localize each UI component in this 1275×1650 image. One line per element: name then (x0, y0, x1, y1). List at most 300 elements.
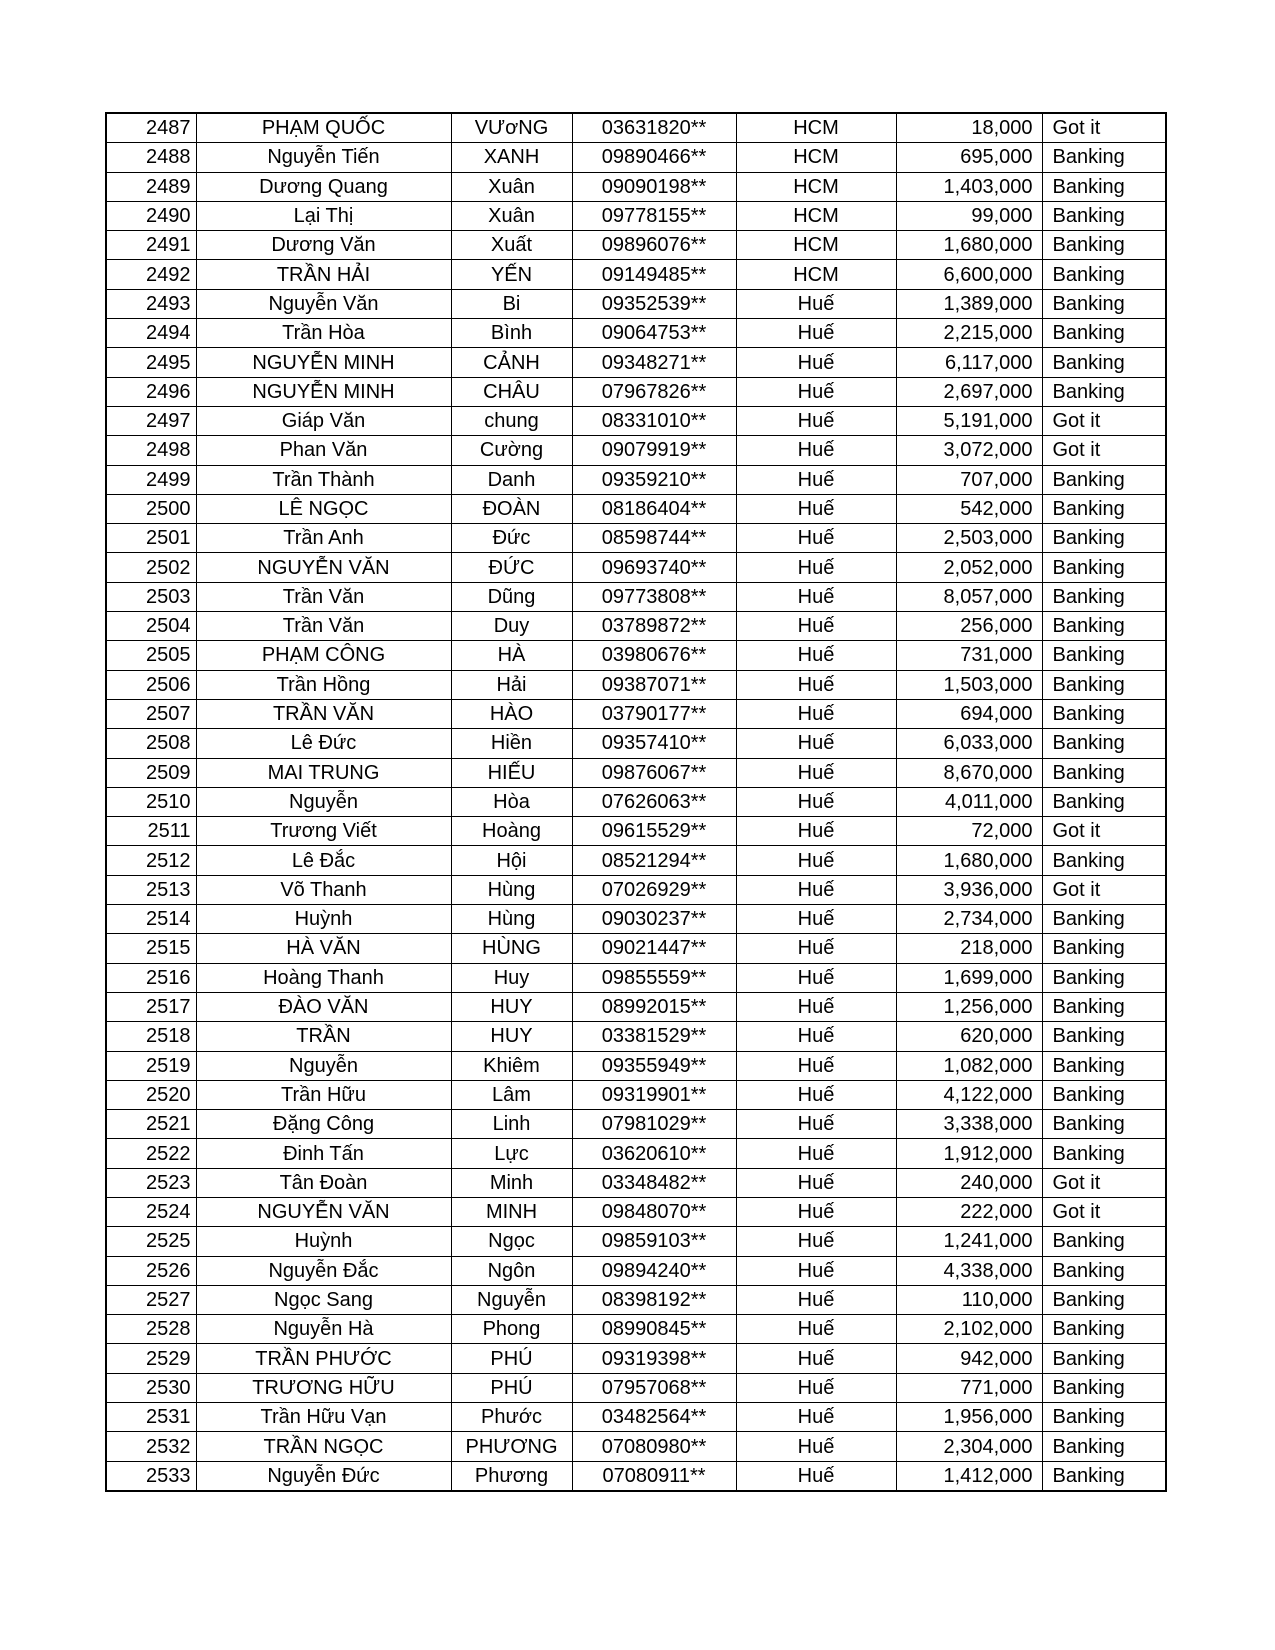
amount-cell: 240,000 (896, 1168, 1042, 1197)
row-number-cell: 2520 (106, 1080, 196, 1109)
last-name-cell: PHÚ (451, 1373, 572, 1402)
last-name-cell: YẾN (451, 260, 572, 289)
table-row (106, 1403, 1166, 1432)
amount-cell: 6,033,000 (896, 729, 1042, 758)
first-name-cell: Nguyễn Đức (196, 1461, 451, 1491)
amount-cell: 1,256,000 (896, 992, 1042, 1021)
table-row (106, 494, 1166, 523)
first-name-cell: Giáp Văn (196, 406, 451, 435)
row-number-cell: 2527 (106, 1285, 196, 1314)
first-name-cell: Trần Hồng (196, 670, 451, 699)
last-name-cell: Xuân (451, 201, 572, 230)
amount-cell: 8,670,000 (896, 758, 1042, 787)
row-number-cell: 2529 (106, 1344, 196, 1373)
phone-cell: 09387071** (572, 670, 736, 699)
amount-cell: 222,000 (896, 1197, 1042, 1226)
method-cell: Banking (1042, 729, 1166, 758)
last-name-cell: Nguyễn (451, 1285, 572, 1314)
phone-cell: 08990845** (572, 1315, 736, 1344)
city-cell: HCM (736, 231, 896, 260)
method-cell: Banking (1042, 787, 1166, 816)
last-name-cell: Hội (451, 846, 572, 875)
method-cell: Banking (1042, 699, 1166, 728)
amount-cell: 1,680,000 (896, 231, 1042, 260)
row-number-cell: 2494 (106, 319, 196, 348)
first-name-cell: Phan Văn (196, 436, 451, 465)
last-name-cell: CẢNH (451, 348, 572, 377)
amount-cell: 1,680,000 (896, 846, 1042, 875)
last-name-cell: Hải (451, 670, 572, 699)
phone-cell: 07957068** (572, 1373, 736, 1402)
last-name-cell: Minh (451, 1168, 572, 1197)
last-name-cell: Linh (451, 1110, 572, 1139)
last-name-cell: HUY (451, 992, 572, 1021)
table-row (106, 1285, 1166, 1314)
city-cell: Huế (736, 1168, 896, 1197)
amount-cell: 2,215,000 (896, 319, 1042, 348)
table-row (106, 1051, 1166, 1080)
row-number-cell: 2519 (106, 1051, 196, 1080)
last-name-cell: Hiền (451, 729, 572, 758)
row-number-cell: 2488 (106, 143, 196, 172)
phone-cell: 08992015** (572, 992, 736, 1021)
method-cell: Banking (1042, 641, 1166, 670)
first-name-cell: Nguyễn (196, 787, 451, 816)
amount-cell: 2,503,000 (896, 524, 1042, 553)
row-number-cell: 2513 (106, 875, 196, 904)
amount-cell: 18,000 (896, 113, 1042, 143)
amount-cell: 1,912,000 (896, 1139, 1042, 1168)
table-row (106, 231, 1166, 260)
last-name-cell: Ngọc (451, 1227, 572, 1256)
city-cell: Huế (736, 699, 896, 728)
phone-cell: 09348271** (572, 348, 736, 377)
amount-cell: 1,412,000 (896, 1461, 1042, 1491)
last-name-cell: Lực (451, 1139, 572, 1168)
first-name-cell: TRƯƠNG HỮU (196, 1373, 451, 1402)
row-number-cell: 2510 (106, 787, 196, 816)
first-name-cell: ĐÀO VĂN (196, 992, 451, 1021)
row-number-cell: 2497 (106, 406, 196, 435)
amount-cell: 1,403,000 (896, 172, 1042, 201)
phone-cell: 09876067** (572, 758, 736, 787)
table-row (106, 1080, 1166, 1109)
city-cell: Huế (736, 1344, 896, 1373)
phone-cell: 09021447** (572, 934, 736, 963)
first-name-cell: Trần Hòa (196, 319, 451, 348)
city-cell: Huế (736, 1285, 896, 1314)
table-row (106, 524, 1166, 553)
city-cell: Huế (736, 1227, 896, 1256)
method-cell: Banking (1042, 1051, 1166, 1080)
amount-cell: 5,191,000 (896, 406, 1042, 435)
phone-cell: 03482564** (572, 1403, 736, 1432)
row-number-cell: 2522 (106, 1139, 196, 1168)
first-name-cell: Võ Thanh (196, 875, 451, 904)
method-cell: Banking (1042, 846, 1166, 875)
first-name-cell: Nguyễn Đắc (196, 1256, 451, 1285)
first-name-cell: NGUYỄN VĂN (196, 1197, 451, 1226)
row-number-cell: 2493 (106, 289, 196, 318)
table-row (106, 406, 1166, 435)
first-name-cell: Ngọc Sang (196, 1285, 451, 1314)
phone-cell: 03348482** (572, 1168, 736, 1197)
last-name-cell: Ngôn (451, 1256, 572, 1285)
city-cell: Huế (736, 875, 896, 904)
amount-cell: 2,304,000 (896, 1432, 1042, 1461)
row-number-cell: 2509 (106, 758, 196, 787)
phone-cell: 03631820** (572, 113, 736, 143)
row-number-cell: 2501 (106, 524, 196, 553)
row-number-cell: 2515 (106, 934, 196, 963)
first-name-cell: Huỳnh (196, 905, 451, 934)
first-name-cell: Trần Văn (196, 582, 451, 611)
last-name-cell: Phong (451, 1315, 572, 1344)
phone-cell: 03980676** (572, 641, 736, 670)
table-row (106, 1168, 1166, 1197)
table-row (106, 699, 1166, 728)
method-cell: Banking (1042, 992, 1166, 1021)
amount-cell: 6,117,000 (896, 348, 1042, 377)
row-number-cell: 2516 (106, 963, 196, 992)
last-name-cell: chung (451, 406, 572, 435)
table-row (106, 846, 1166, 875)
first-name-cell: Tân Đoàn (196, 1168, 451, 1197)
city-cell: Huế (736, 1432, 896, 1461)
method-cell: Banking (1042, 1432, 1166, 1461)
row-number-cell: 2506 (106, 670, 196, 699)
phone-cell: 07981029** (572, 1110, 736, 1139)
amount-cell: 3,072,000 (896, 436, 1042, 465)
row-number-cell: 2508 (106, 729, 196, 758)
phone-cell: 09030237** (572, 905, 736, 934)
last-name-cell: Dũng (451, 582, 572, 611)
method-cell: Banking (1042, 1227, 1166, 1256)
method-cell: Banking (1042, 905, 1166, 934)
city-cell: Huế (736, 1022, 896, 1051)
table-row (106, 934, 1166, 963)
table-row (106, 582, 1166, 611)
table-row (106, 1256, 1166, 1285)
row-number-cell: 2507 (106, 699, 196, 728)
amount-cell: 2,102,000 (896, 1315, 1042, 1344)
method-cell: Banking (1042, 143, 1166, 172)
city-cell: Huế (736, 319, 896, 348)
row-number-cell: 2505 (106, 641, 196, 670)
row-number-cell: 2524 (106, 1197, 196, 1226)
method-cell: Banking (1042, 1461, 1166, 1491)
last-name-cell: HUY (451, 1022, 572, 1051)
last-name-cell: Bi (451, 289, 572, 318)
last-name-cell: Xuân (451, 172, 572, 201)
table-row (106, 348, 1166, 377)
phone-cell: 08186404** (572, 494, 736, 523)
method-cell: Banking (1042, 231, 1166, 260)
table-row (106, 289, 1166, 318)
city-cell: HCM (736, 260, 896, 289)
payout-table (105, 112, 1167, 1492)
table-row (106, 436, 1166, 465)
phone-cell: 09319901** (572, 1080, 736, 1109)
method-cell: Banking (1042, 1139, 1166, 1168)
phone-cell: 09778155** (572, 201, 736, 230)
method-cell: Banking (1042, 172, 1166, 201)
last-name-cell: VƯơNG (451, 113, 572, 143)
table-row (106, 1432, 1166, 1461)
method-cell: Banking (1042, 934, 1166, 963)
first-name-cell: TRẦN VĂN (196, 699, 451, 728)
first-name-cell: TRẦN (196, 1022, 451, 1051)
table-row (106, 1197, 1166, 1226)
first-name-cell: Huỳnh (196, 1227, 451, 1256)
first-name-cell: Đặng Công (196, 1110, 451, 1139)
method-cell: Banking (1042, 289, 1166, 318)
phone-cell: 09079919** (572, 436, 736, 465)
amount-cell: 4,011,000 (896, 787, 1042, 816)
city-cell: Huế (736, 612, 896, 641)
table-row (106, 612, 1166, 641)
city-cell: Huế (736, 582, 896, 611)
last-name-cell: Hoàng (451, 817, 572, 846)
first-name-cell: TRẦN NGỌC (196, 1432, 451, 1461)
method-cell: Banking (1042, 670, 1166, 699)
method-cell: Banking (1042, 612, 1166, 641)
city-cell: Huế (736, 1373, 896, 1402)
method-cell: Banking (1042, 1315, 1166, 1344)
method-cell: Got it (1042, 1168, 1166, 1197)
city-cell: Huế (736, 1403, 896, 1432)
last-name-cell: Phước (451, 1403, 572, 1432)
first-name-cell: Nguyễn Văn (196, 289, 451, 318)
row-number-cell: 2502 (106, 553, 196, 582)
first-name-cell: Trần Thành (196, 465, 451, 494)
row-number-cell: 2496 (106, 377, 196, 406)
last-name-cell: Danh (451, 465, 572, 494)
city-cell: Huế (736, 1139, 896, 1168)
table-row (106, 465, 1166, 494)
table-row (106, 260, 1166, 289)
phone-cell: 09357410** (572, 729, 736, 758)
first-name-cell: Dương Quang (196, 172, 451, 201)
first-name-cell: NGUYỄN VĂN (196, 553, 451, 582)
row-number-cell: 2532 (106, 1432, 196, 1461)
amount-cell: 771,000 (896, 1373, 1042, 1402)
table-row (106, 758, 1166, 787)
phone-cell: 09355949** (572, 1051, 736, 1080)
phone-cell: 09615529** (572, 817, 736, 846)
amount-cell: 1,241,000 (896, 1227, 1042, 1256)
first-name-cell: NGUYỄN MINH (196, 348, 451, 377)
method-cell: Banking (1042, 348, 1166, 377)
table-row (106, 143, 1166, 172)
method-cell: Banking (1042, 201, 1166, 230)
phone-cell: 08598744** (572, 524, 736, 553)
method-cell: Banking (1042, 553, 1166, 582)
last-name-cell: Hòa (451, 787, 572, 816)
phone-cell: 09859103** (572, 1227, 736, 1256)
table-body (106, 113, 1166, 1491)
city-cell: Huế (736, 553, 896, 582)
table-row (106, 1461, 1166, 1491)
row-number-cell: 2525 (106, 1227, 196, 1256)
first-name-cell: Trần Anh (196, 524, 451, 553)
method-cell: Got it (1042, 406, 1166, 435)
method-cell: Banking (1042, 1080, 1166, 1109)
last-name-cell: HÙNG (451, 934, 572, 963)
city-cell: Huế (736, 1051, 896, 1080)
first-name-cell: PHẠM CÔNG (196, 641, 451, 670)
method-cell: Banking (1042, 319, 1166, 348)
amount-cell: 2,052,000 (896, 553, 1042, 582)
last-name-cell: PHƯƠNG (451, 1432, 572, 1461)
table-row (106, 1315, 1166, 1344)
city-cell: Huế (736, 787, 896, 816)
row-number-cell: 2492 (106, 260, 196, 289)
amount-cell: 4,122,000 (896, 1080, 1042, 1109)
phone-cell: 09773808** (572, 582, 736, 611)
row-number-cell: 2499 (106, 465, 196, 494)
city-cell: Huế (736, 1256, 896, 1285)
city-cell: Huế (736, 641, 896, 670)
last-name-cell: Huy (451, 963, 572, 992)
amount-cell: 6,600,000 (896, 260, 1042, 289)
amount-cell: 4,338,000 (896, 1256, 1042, 1285)
city-cell: Huế (736, 1110, 896, 1139)
row-number-cell: 2500 (106, 494, 196, 523)
city-cell: Huế (736, 905, 896, 934)
amount-cell: 3,936,000 (896, 875, 1042, 904)
amount-cell: 3,338,000 (896, 1110, 1042, 1139)
city-cell: Huế (736, 1461, 896, 1491)
row-number-cell: 2490 (106, 201, 196, 230)
amount-cell: 2,734,000 (896, 905, 1042, 934)
row-number-cell: 2533 (106, 1461, 196, 1491)
row-number-cell: 2521 (106, 1110, 196, 1139)
method-cell: Got it (1042, 113, 1166, 143)
first-name-cell: Hoàng Thanh (196, 963, 451, 992)
row-number-cell: 2517 (106, 992, 196, 1021)
last-name-cell: Cường (451, 436, 572, 465)
first-name-cell: TRẦN PHƯỚC (196, 1344, 451, 1373)
method-cell: Banking (1042, 494, 1166, 523)
city-cell: Huế (736, 1197, 896, 1226)
table-row (106, 1344, 1166, 1373)
table-row (106, 641, 1166, 670)
first-name-cell: NGUYỄN MINH (196, 377, 451, 406)
amount-cell: 1,389,000 (896, 289, 1042, 318)
phone-cell: 07080911** (572, 1461, 736, 1491)
method-cell: Banking (1042, 963, 1166, 992)
amount-cell: 542,000 (896, 494, 1042, 523)
row-number-cell: 2518 (106, 1022, 196, 1051)
row-number-cell: 2503 (106, 582, 196, 611)
table-row (106, 670, 1166, 699)
phone-cell: 09855559** (572, 963, 736, 992)
first-name-cell: LÊ NGỌC (196, 494, 451, 523)
phone-cell: 09352539** (572, 289, 736, 318)
row-number-cell: 2511 (106, 817, 196, 846)
phone-cell: 07967826** (572, 377, 736, 406)
city-cell: Huế (736, 524, 896, 553)
amount-cell: 72,000 (896, 817, 1042, 846)
phone-cell: 03789872** (572, 612, 736, 641)
city-cell: Huế (736, 1315, 896, 1344)
table-row (106, 172, 1166, 201)
row-number-cell: 2512 (106, 846, 196, 875)
row-number-cell: 2514 (106, 905, 196, 934)
method-cell: Got it (1042, 817, 1166, 846)
amount-cell: 1,956,000 (896, 1403, 1042, 1432)
city-cell: HCM (736, 172, 896, 201)
table-row (106, 1373, 1166, 1402)
first-name-cell: Lê Đắc (196, 846, 451, 875)
phone-cell: 09149485** (572, 260, 736, 289)
row-number-cell: 2504 (106, 612, 196, 641)
row-number-cell: 2489 (106, 172, 196, 201)
amount-cell: 694,000 (896, 699, 1042, 728)
row-number-cell: 2528 (106, 1315, 196, 1344)
city-cell: Huế (736, 670, 896, 699)
method-cell: Banking (1042, 524, 1166, 553)
table-row (106, 875, 1166, 904)
table-row (106, 905, 1166, 934)
first-name-cell: MAI TRUNG (196, 758, 451, 787)
method-cell: Banking (1042, 260, 1166, 289)
method-cell: Banking (1042, 1256, 1166, 1285)
last-name-cell: MINH (451, 1197, 572, 1226)
city-cell: Huế (736, 465, 896, 494)
first-name-cell: HÀ VĂN (196, 934, 451, 963)
last-name-cell: Duy (451, 612, 572, 641)
table-row (106, 201, 1166, 230)
method-cell: Banking (1042, 1110, 1166, 1139)
row-number-cell: 2495 (106, 348, 196, 377)
method-cell: Got it (1042, 1197, 1166, 1226)
amount-cell: 99,000 (896, 201, 1042, 230)
method-cell: Banking (1042, 1403, 1166, 1432)
phone-cell: 03790177** (572, 699, 736, 728)
last-name-cell: Hùng (451, 875, 572, 904)
table-row (106, 1110, 1166, 1139)
first-name-cell: Lại Thị (196, 201, 451, 230)
city-cell: Huế (736, 377, 896, 406)
last-name-cell: ĐỨC (451, 553, 572, 582)
first-name-cell: Dương Văn (196, 231, 451, 260)
first-name-cell: Lê Đức (196, 729, 451, 758)
table-row (106, 377, 1166, 406)
city-cell: Huế (736, 817, 896, 846)
city-cell: Huế (736, 934, 896, 963)
last-name-cell: Xuất (451, 231, 572, 260)
row-number-cell: 2531 (106, 1403, 196, 1432)
phone-cell: 09064753** (572, 319, 736, 348)
amount-cell: 1,082,000 (896, 1051, 1042, 1080)
table-row (106, 1227, 1166, 1256)
first-name-cell: Nguyễn Tiến (196, 143, 451, 172)
phone-cell: 09693740** (572, 553, 736, 582)
table-row (106, 729, 1166, 758)
last-name-cell: HIẾU (451, 758, 572, 787)
phone-cell: 09359210** (572, 465, 736, 494)
table-row (106, 553, 1166, 582)
method-cell: Banking (1042, 465, 1166, 494)
amount-cell: 707,000 (896, 465, 1042, 494)
method-cell: Got it (1042, 875, 1166, 904)
table-row (106, 963, 1166, 992)
row-number-cell: 2526 (106, 1256, 196, 1285)
phone-cell: 08521294** (572, 846, 736, 875)
last-name-cell: Bình (451, 319, 572, 348)
